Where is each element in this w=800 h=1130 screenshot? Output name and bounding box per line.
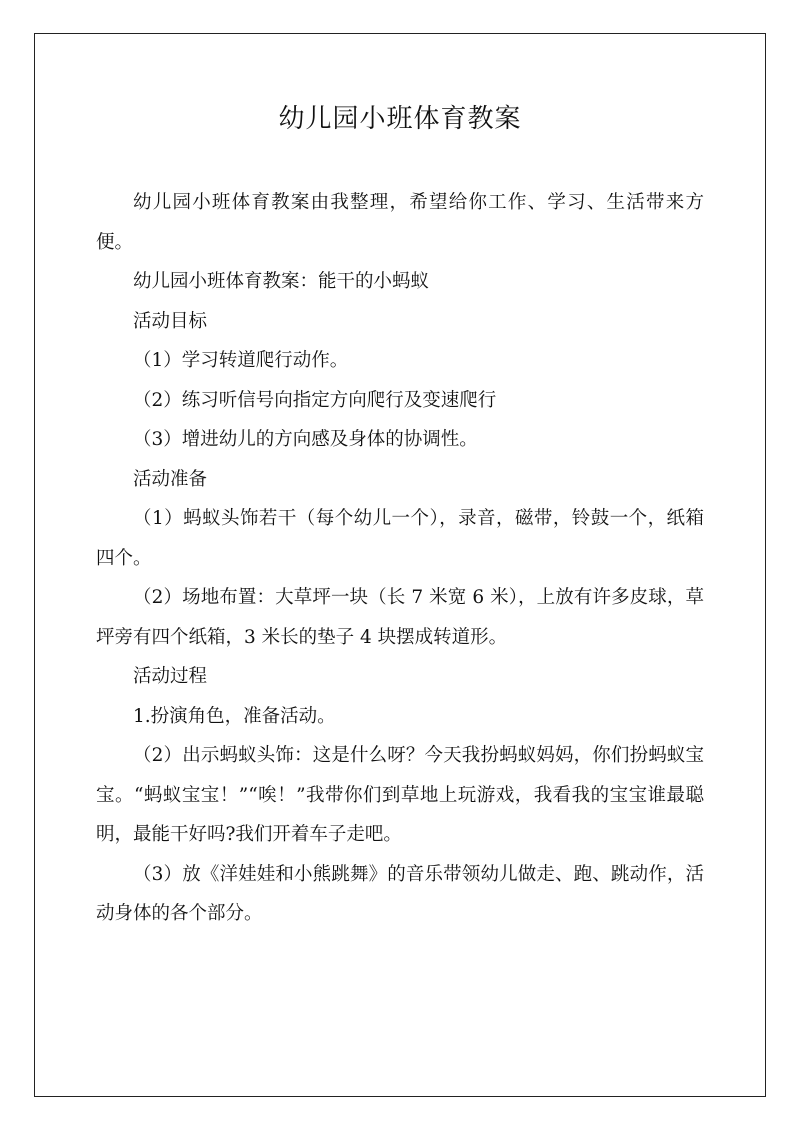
section-heading-process: 活动过程 xyxy=(133,666,208,687)
preparation-item-1: （1）蚂蚁头饰若干（每个幼儿一个），录音，磁带，铃鼓一个，纸箱四个。 xyxy=(96,508,704,569)
preparation-item-2: （2）场地布置：大草坪一块（长 7 米宽 6 米），上放有许多皮球，草坪旁有四个纸箱，3 米长的垫子 4 块摆成转道形。 xyxy=(96,587,704,648)
lesson-title-paragraph: 幼儿园小班体育教案：能干的小蚂蚁 xyxy=(133,271,430,292)
process-item-1: 1.扮演角色，准备活动。 xyxy=(133,705,336,727)
process-item-2: （2）出示蚂蚁头饰：这是什么呀？今天我扮蚂蚁妈妈，你们扮蚂蚁宝宝。“蚂蚁宝宝！”“唉！”我带你们到草地上玩游戏，我看我的宝宝谁最聪明，最能干好吗?我们开着车子走吧。 xyxy=(96,745,704,845)
document-title: 幼儿园小班体育教案 xyxy=(278,104,522,134)
section-heading-goals: 活动目标 xyxy=(133,310,208,332)
document-body xyxy=(96,183,704,934)
goal-item-3: （3）增进幼儿的方向感及身体的协调性。 xyxy=(133,429,478,450)
intro-paragraph: 幼儿园小班体育教案由我整理，希望给你工作、学习、生活带来方便。 xyxy=(96,192,704,253)
goal-item-1: （1）学习转道爬行动作。 xyxy=(133,350,349,371)
process-item-3: （3）放《洋娃娃和小熊跳舞》的音乐带领幼儿做走、跑、跳动作，活动身体的各个部分。 xyxy=(96,863,704,924)
goal-item-2: （2）练习听信号向指定方向爬行及变速爬行 xyxy=(133,389,497,411)
section-heading-preparation: 活动准备 xyxy=(133,468,208,490)
